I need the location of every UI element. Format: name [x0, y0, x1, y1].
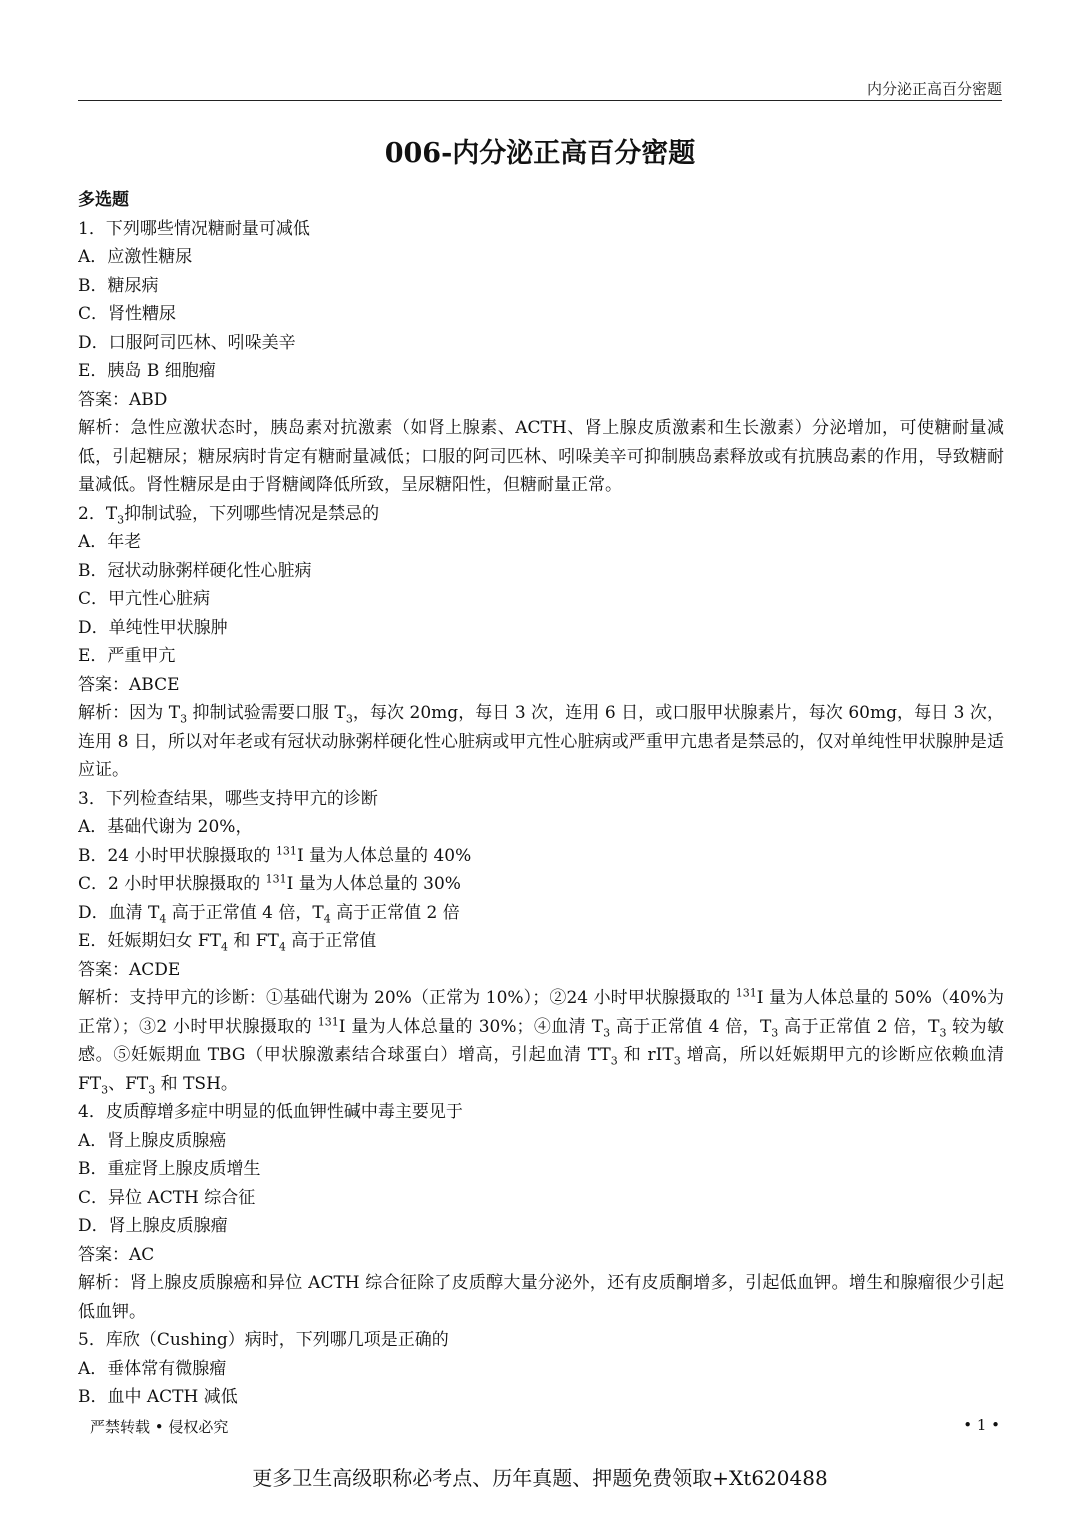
question-3-analysis: 解析：支持甲亢的诊断：①基础代谢为 20%（正常为 10%）；②24 小时甲状腺摄取的 $^{131}$I 量为人体总量的 50%（40%为正常）；③2 小时甲状腺摄取的 $^{131}$I 量为人体总量的 30%；④血清 $T_3$ 高于正常值 4 倍，$T_3$ 高于正常值 2 倍，$T_3$ 较为敏感。⑤妊娠期血 TBG（甲状腺激素结合球蛋白）增高，引起血清 $TT_3$ 和 rIT$_3$ 增高，所以妊娠期甲亢的诊断应依赖血清 $FT_3$、$FT_3$ 和 TSH。 — [78, 986, 1004, 1096]
promo-banner: 更多卫生高级职称必考点、历年真题、押题免费领取+Xt620488 — [252, 1466, 828, 1490]
question-1-option-a: A．应激性糖尿 — [78, 247, 193, 267]
question-1-option-d: D．口服阿司匹林、吲哚美辛 — [78, 332, 296, 353]
page-number: • 1 • — [963, 1416, 1000, 1434]
question-1-analysis: 解析：急性应激状态时，胰岛素对抗激素（如肾上腺素、ACTH、肾上腺皮质激素和生长激素）分泌增加，可使糖耐量减低，引起糖尿；糖尿病时肯定有糖耐量减低；口服的阿司匹林、吲哚美辛可抑制胰岛素释放或有抗胰岛素的作用，导致糖耐量减低。肾性糖尿是由于肾糖阈降低所致，呈尿糖阳性，但糖耐量正常。 — [78, 418, 1004, 495]
question-3-option-d: D．血清 $T_4$ 高于正常值 4 倍，$T_4$ 高于正常值 2 倍 — [78, 902, 460, 925]
question-2-option-e: E．严重甲亢 — [78, 646, 176, 666]
question-1-stem: 1．下列哪些情况糖耐量可减低 — [78, 218, 310, 239]
question-3-option-b: B．24 小时甲状腺摄取的 $^{131}$I 量为人体总量的 40% — [78, 843, 472, 866]
question-1-answer: 答案：ABD — [78, 389, 168, 410]
question-2-stem: 2．$T_3$抑制试验，下列哪些情况是禁忌的 — [78, 503, 380, 526]
question-2-option-a: A．年老 — [78, 532, 142, 552]
question-4-option-a: A．肾上腺皮质腺癌 — [78, 1130, 227, 1151]
question-2-analysis: 解析：因为 $T_3$ 抑制试验需要口服 $T_3$，每次 20mg，每日 3 次，连用 6 日，或口服甲状腺素片，每次 60mg，每日 3 次，连用 8 日，所以对年老或有冠状动脉粥样硬化性心脏病或甲亢性心脏病或严重甲亢患者是禁忌的，仅对单纯性甲状腺肿是适应证。 — [78, 703, 1004, 780]
question-1-option-b: B．糖尿病 — [78, 275, 159, 296]
question-3-answer: 答案：ACDE — [78, 959, 181, 980]
question-2-option-d: D．单纯性甲状腺肿 — [78, 617, 228, 638]
question-3-option-e: E．妊娠期妇女 $FT_4$ 和 $FT_4$ 高于正常值 — [78, 931, 377, 954]
question-3-option-a: A．基础代谢为 20%， — [78, 817, 253, 837]
question-2-answer: 答案：ABCE — [78, 674, 180, 695]
question-4-option-c: C．异位 ACTH 综合征 — [78, 1187, 256, 1208]
question-2-option-c: C．甲亢性心脏病 — [78, 589, 211, 609]
question-4-stem: 4．皮质醇增多症中明显的低血钾性碱中毒主要见于 — [78, 1102, 463, 1122]
question-3-stem: 3．下列检查结果，哪些支持甲亢的诊断 — [78, 788, 378, 809]
question-4-answer: 答案：AC — [78, 1244, 155, 1265]
question-content — [78, 186, 1004, 1412]
question-5-option-a: A．垂体常有微腺瘤 — [78, 1358, 227, 1379]
question-5-option-b: B．血中 ACTH 减低 — [78, 1387, 238, 1407]
question-4-option-d: D．肾上腺皮质腺瘤 — [78, 1216, 228, 1236]
running-header: 内分泌正高百分密题 — [866, 80, 1002, 98]
header-divider — [78, 100, 1002, 101]
question-3-option-c: C．2 小时甲状腺摄取的 $^{131}$I 量为人体总量的 30% — [78, 872, 461, 894]
question-4-analysis: 解析：肾上腺皮质腺癌和异位 ACTH 综合征除了皮质醇大量分泌外，还有皮质酮增多，引起低血钾。增生和腺瘤很少引起低血钾。 — [78, 1273, 1004, 1322]
question-5-stem: 5．库欣（Cushing）病时，下列哪几项是正确的 — [78, 1330, 449, 1350]
question-1-option-e: E．胰岛 B 细胞瘤 — [78, 361, 216, 381]
section-heading: 多选题 — [78, 190, 129, 210]
document-title: 006-内分泌正高百分密题 — [384, 138, 696, 169]
question-4-option-b: B．重症肾上腺皮质增生 — [78, 1159, 261, 1179]
question-1-option-c: C．肾性糟尿 — [78, 304, 177, 324]
question-2-option-b: B．冠状动脉粥样硬化性心脏病 — [78, 560, 312, 581]
footer-copyright: 严禁转载 • 侵权必究 — [90, 1418, 229, 1436]
